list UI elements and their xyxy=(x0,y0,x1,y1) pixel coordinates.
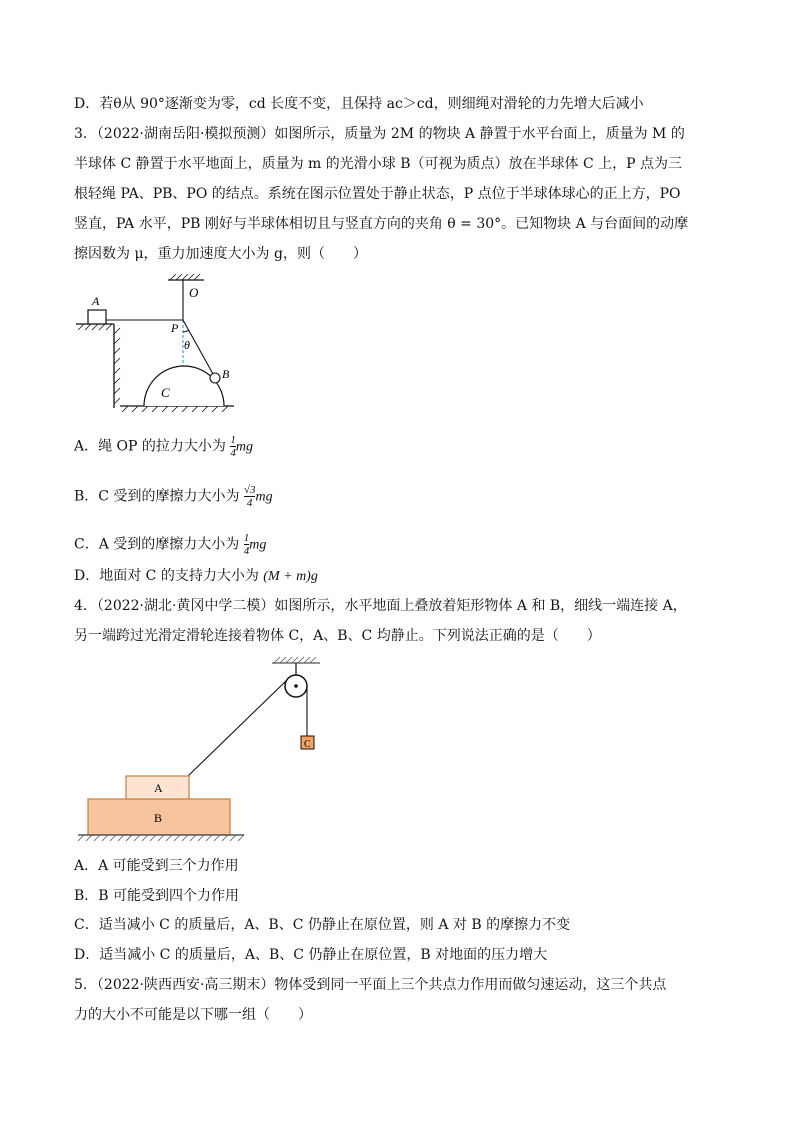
q5-stem-line-1: 5．（2022·陕西西安·高三期末）物体受到同一平面上三个共点力作用而做匀速运动，这三个共点 xyxy=(74,977,667,993)
fraction-numerator: 1 xyxy=(230,434,236,446)
q4-option-b: B．B 可能受到四个力作用 xyxy=(74,888,240,904)
fraction-denominator: 4 xyxy=(246,497,253,509)
q3-figure xyxy=(72,274,242,412)
fraction-denominator: 4 xyxy=(243,545,250,557)
label-o: O xyxy=(189,285,199,300)
q5-stem-line-2: 力的大小不可能是以下哪一组（ ） xyxy=(74,1007,312,1023)
table-hatch xyxy=(78,324,112,330)
label-c: C xyxy=(304,739,311,750)
q3-stem-line-3: 根轻绳 PA、PB、PO 的结点。系统在图示位置处于静止状态，P 点位于半球体球心的正上方，PO xyxy=(74,186,681,202)
label-theta: θ xyxy=(184,338,190,352)
q3-option-d-expression: (M + m)g xyxy=(263,569,318,584)
ball-b xyxy=(210,373,220,383)
q3-option-b-text: B．C 受到的摩擦力大小为 xyxy=(74,488,240,505)
q4-option-a: A．A 可能受到三个力作用 xyxy=(74,858,239,874)
fraction-numerator: √3 xyxy=(243,484,256,496)
q3-stem-line-2: 半球体 C 静置于水平地面上，质量为 m 的光滑小球 B（可视为质点）放在半球体 C 上，P 点为三 xyxy=(74,156,683,172)
ceiling-hatch xyxy=(274,657,316,663)
q3-option-a-text: A．绳 OP 的拉力大小为 xyxy=(74,438,226,455)
ground-hatch xyxy=(78,835,244,841)
q3-option-d xyxy=(74,566,724,587)
unit-mg: mg xyxy=(249,537,267,553)
q4-stem-line-2: 另一端跨过光滑定滑轮连接着物体 C，A、B、C 均静止。下列说法正确的是（ ） xyxy=(74,628,601,644)
label-c: C xyxy=(161,385,170,400)
label-a: A xyxy=(92,294,100,308)
q3-stem-line-5: 擦因数为 μ，重力加速度大小为 g，则（ ） xyxy=(74,246,367,262)
q3-option-d-text: D．地面对 C 的支持力大小为 xyxy=(74,568,259,584)
label-a: A xyxy=(154,781,163,795)
unit-mg: mg xyxy=(255,489,273,505)
q3-option-b-fraction xyxy=(244,484,256,509)
block-a xyxy=(88,310,106,324)
q3-stem-line-4: 竖直，PA 水平，PB 刚好与半球体相切且与竖直方向的夹角 θ = 30°。已知物块 A 与台面间的动摩 xyxy=(74,216,689,232)
wall-hatch xyxy=(114,328,120,404)
q3-option-a xyxy=(74,434,724,459)
rope-to-a xyxy=(188,680,287,776)
q4-figure xyxy=(74,656,334,846)
q3-option-b xyxy=(74,484,724,509)
q3-option-c xyxy=(74,532,724,557)
label-p: P xyxy=(171,321,179,335)
q2-option-d: D．若θ从 90°逐渐变为零，cd 长度不变，且保持 ac＞cd，则细绳对滑轮的力先增大后减小 xyxy=(74,96,644,112)
q3-option-c-text: C．A 受到的摩擦力大小为 xyxy=(74,536,240,553)
fraction-denominator: 4 xyxy=(230,447,236,459)
ceiling-hatch xyxy=(170,274,200,280)
label-b: B xyxy=(222,367,230,381)
q4-stem-line-1: 4．（2022·湖北·黄冈中学二模）如图所示，水平地面上叠放着矩形物体 A 和 B，细线一端连接 A， xyxy=(74,598,687,614)
q4-option-c: C．适当减小 C 的质量后，A、B、C 仍静止在原位置，则 A 对 B 的摩擦力不变 xyxy=(74,917,571,933)
q3-stem-line-1: 3．（2022·湖南岳阳·模拟预测）如图所示，质量为 2M 的物块 A 静置于水平台面上，质量为 M 的 xyxy=(74,126,685,142)
q4-option-d: D．适当减小 C 的质量后，A、B、C 仍静止在原位置，B 对地面的压力增大 xyxy=(74,947,548,963)
pulley-axle xyxy=(294,684,298,688)
unit-mg: mg xyxy=(235,439,253,455)
fraction-numerator: 1 xyxy=(243,532,250,544)
label-b: B xyxy=(154,811,163,825)
ground-hatch xyxy=(122,406,228,412)
